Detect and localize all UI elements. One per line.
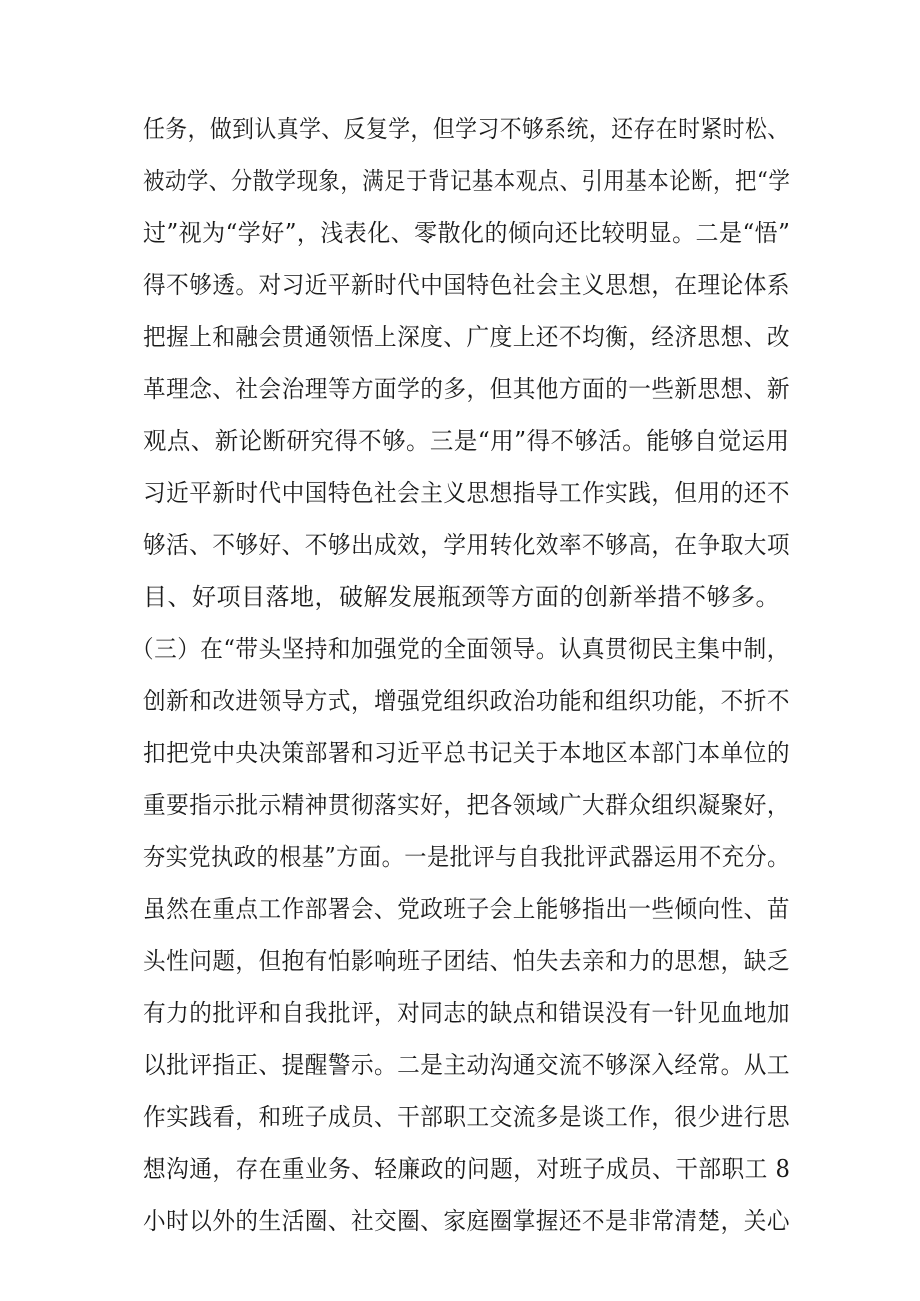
text-line: 有力的批评和自我批评，对同志的缺点和错误没有一针见血地加	[143, 999, 790, 1027]
text-line: 任务，做到认真学、反复学，但学习不够系统，还存在时紧时松、	[143, 115, 790, 143]
text-line: （三）在“带头坚持和加强党的全面领导。认真贯彻民主集中制，	[131, 635, 790, 663]
text-line: 想沟通，存在重业务、轻廉政的问题，对班子成员、干部职工 8	[143, 1155, 791, 1183]
text-line: 过”视为“学好”，浅表化、零散化的倾向还比较明显。二是“悟”	[143, 219, 791, 247]
text-line: 小时以外的生活圈、社交圈、家庭圈掌握还不是非常清楚，关心	[143, 1207, 790, 1235]
text-line: 习近平新时代中国特色社会主义思想指导工作实践，但用的还不	[143, 479, 790, 507]
text-line: 夯实党执政的根基”方面。一是批评与自我批评武器运用不充分。	[143, 843, 790, 871]
text-line: 头性问题，但抱有怕影响班子团结、怕失去亲和力的思想，缺乏	[143, 947, 790, 975]
text-line: 扣把党中央决策部署和习近平总书记关于本地区本部门本单位的	[143, 739, 790, 767]
text-line: 虽然在重点工作部署会、党政班子会上能够指出一些倾向性、苗	[143, 895, 790, 923]
text-line: 以批评指正、提醒警示。二是主动沟通交流不够深入经常。从工	[143, 1051, 790, 1079]
text-line: 革理念、社会治理等方面学的多，但其他方面的一些新思想、新	[143, 375, 790, 403]
text-line: 够活、不够好、不够出成效，学用转化效率不够高，在争取大项	[143, 531, 790, 559]
text-line: 作实践看，和班子成员、干部职工交流多是谈工作，很少进行思	[143, 1103, 790, 1131]
text-line: 重要指示批示精神贯彻落实好，把各领域广大群众组织凝聚好，	[143, 791, 790, 819]
text-line: 把握上和融会贯通领悟上深度、广度上还不均衡，经济思想、改	[143, 323, 790, 351]
text-line: 得不够透。对习近平新时代中国特色社会主义思想，在理论体系	[143, 271, 790, 299]
text-line: 目、好项目落地，破解发展瓶颈等方面的创新举措不够多。	[143, 583, 780, 611]
text-line: 观点、新论断研究得不够。三是“用”得不够活。能够自觉运用	[143, 427, 790, 455]
text-line: 创新和改进领导方式，增强党组织政治功能和组织功能，不折不	[143, 687, 790, 715]
text-line: 被动学、分散学现象，满足于背记基本观点、引用基本论断，把“学	[143, 167, 791, 195]
